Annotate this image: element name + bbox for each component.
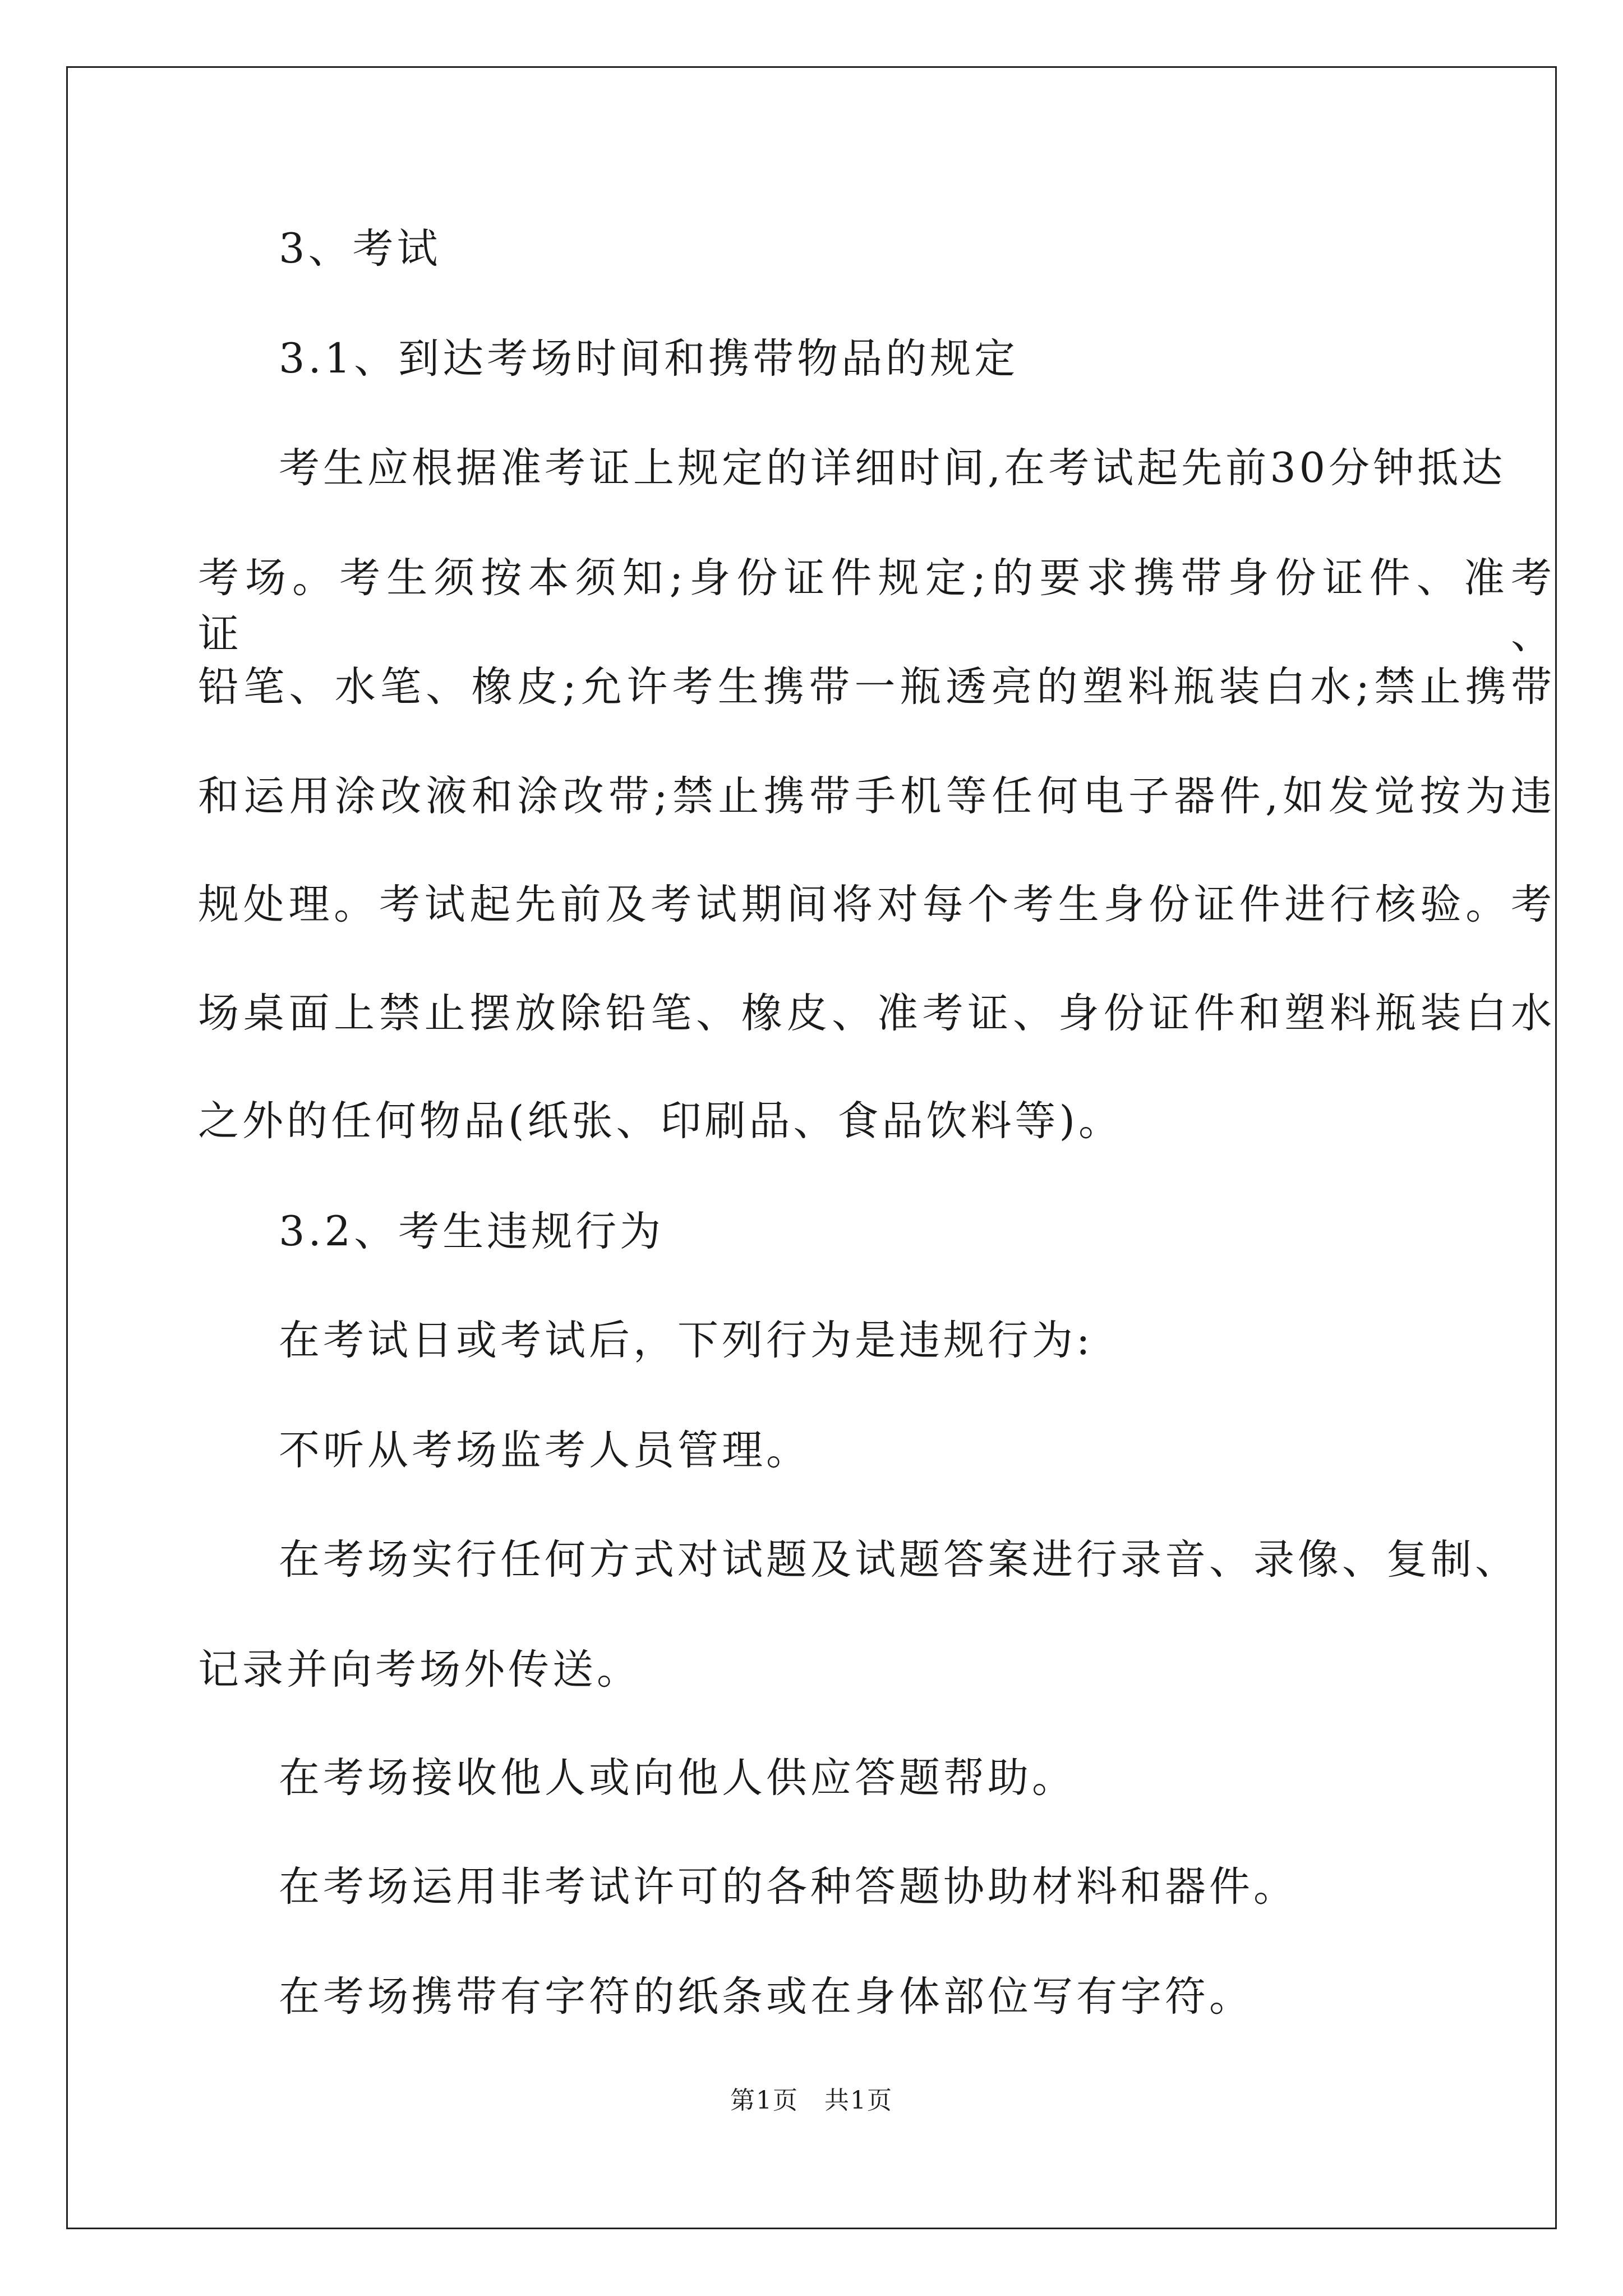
paragraph-line: 在考场运用非考试许可的各种答题协助材料和器件。 [279,1863,1298,1911]
paragraph-line: 不听从考场监考人员管理。 [279,1427,810,1474]
paragraph-line: 考生应根据准考证上规定的详细时间,在考试起先前30分钟抵达 [279,444,1506,492]
paragraph-line: 在考场接收他人或向他人供应答题帮助。 [279,1754,1076,1802]
paragraph-line: 在考场携带有字符的纸条或在身体部位写有字符。 [279,1973,1253,2021]
paragraph-line: 记录并向考场外传送。 [198,1646,641,1694]
section-heading-3-2: 3.2、考生违规行为 [279,1208,665,1255]
paragraph-line: 考场。考生须按本须知;身份证件规定;的要求携带身份证件、准考证、 [198,554,1555,658]
paragraph-line: 场桌面上禁止摆放除铅笔、橡皮、准考证、身份证件和塑料瓶装白水 [198,990,1555,1037]
page-number-footer: 第1页 共1页 [730,2086,893,2115]
section-heading-3: 3、考试 [279,225,441,273]
paragraph-line: 之外的任何物品(纸张、印刷品、食品饮料等)。 [198,1097,1123,1145]
section-heading-3-1: 3.1、到达考场时间和携带物品的规定 [279,335,1019,383]
paragraph-line: 规处理。考试起先前及考试期间将对每个考生身份证件进行核验。考 [198,881,1555,928]
paragraph-line: 在考试日或考试后，下列行为是违规行为: [279,1317,1094,1364]
paragraph-line: 和运用涂改液和涂改带;禁止携带手机等任何电子器件,如发觉按为违 [198,772,1555,820]
paragraph-line: 在考场实行任何方式对试题及试题答案进行录音、录像、复制、 [279,1536,1519,1584]
paragraph-line: 铅笔、水笔、橡皮;允许考生携带一瓶透亮的塑料瓶装白水;禁止携带 [198,663,1555,711]
